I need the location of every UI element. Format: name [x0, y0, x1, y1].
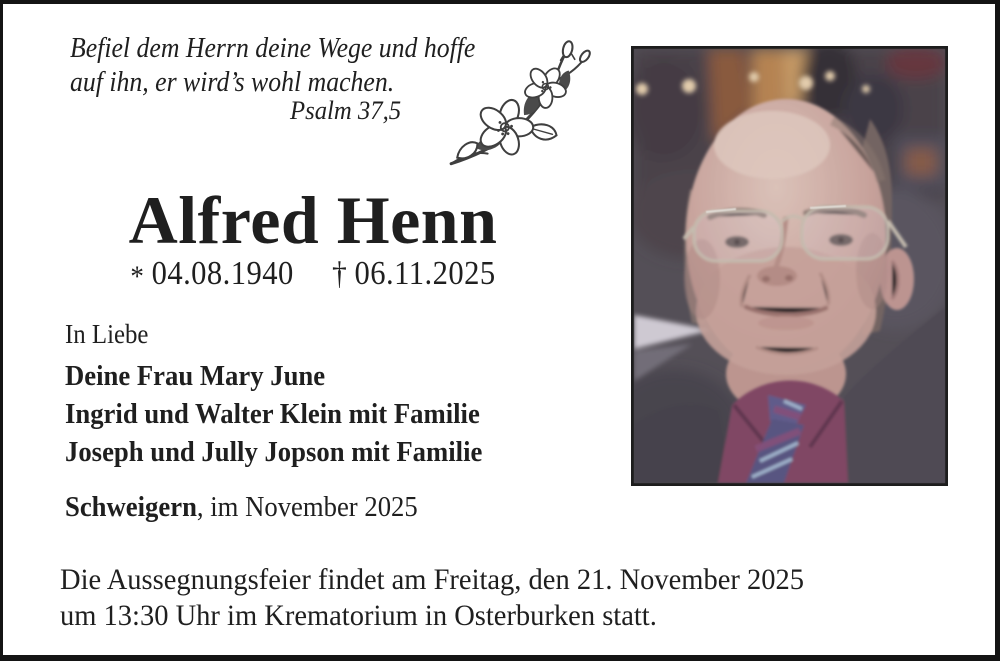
place-name: Schweigern: [65, 491, 197, 523]
family-line: Deine Frau Mary June: [65, 360, 326, 392]
service-info: [60, 562, 804, 634]
verse-line-2: auf ihn, er wird’s wohl machen.: [70, 67, 395, 98]
verse-source: Psalm 37,5: [290, 96, 402, 125]
birth-star-symbol: *: [130, 260, 144, 293]
birth-date: 04.08.1940: [151, 255, 294, 292]
blossom-sprig-icon: [441, 34, 593, 186]
service-line-1: Die Aussegnungsfeier findet am Freitag, den 21. November 2025: [60, 563, 804, 596]
place-date-line: [65, 491, 418, 524]
family-line: Joseph und Jully Jopson mit Familie: [65, 436, 483, 468]
service-line-2: um 13:30 Uhr im Krematorium in Osterburken statt.: [60, 599, 657, 632]
verse: [70, 32, 475, 100]
death-date: 06.11.2025: [354, 255, 496, 292]
life-dates: [34, 257, 592, 291]
death-cross-symbol: †: [332, 256, 347, 292]
place-date-suffix: , im November 2025: [196, 491, 418, 523]
mourning-intro: In Liebe: [65, 319, 149, 349]
portrait-photo: [631, 46, 948, 486]
deceased-name: Alfred Henn: [128, 182, 498, 258]
portrait-photo-image: [634, 49, 945, 483]
family-line: Ingrid und Walter Klein mit Familie: [65, 398, 480, 430]
verse-line-1: Befiel dem Herrn deine Wege und hoffe: [70, 33, 476, 64]
